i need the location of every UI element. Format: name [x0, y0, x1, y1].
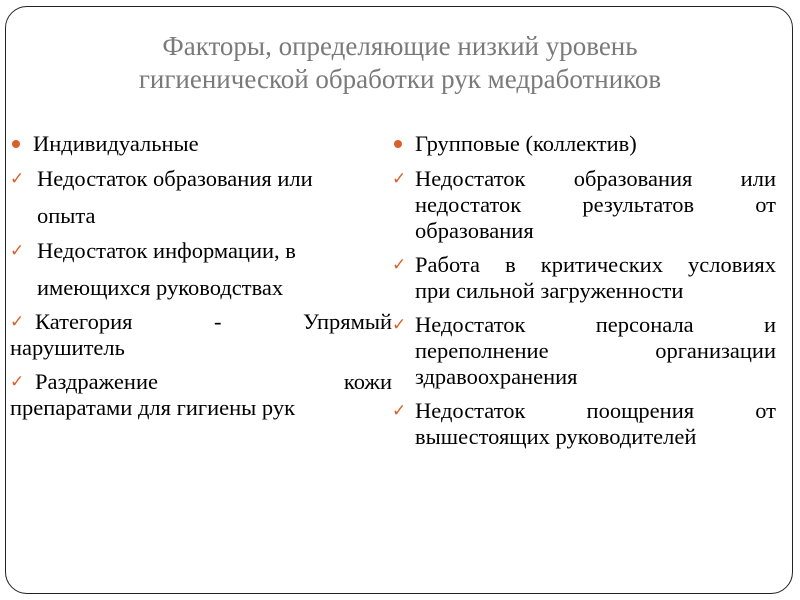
left-column [10, 131, 392, 421]
checkmark-icon: ✓ [10, 241, 25, 261]
right-item3-line1: Недостаток персонала и [415, 312, 776, 337]
checkmark-icon: ✓ [10, 169, 25, 189]
checkmark-icon: ✓ [10, 312, 25, 332]
left-item2-line1: Недостаток информации, в [37, 238, 296, 263]
checkmark-icon: ✓ [392, 315, 407, 335]
right-item4-line1: Недостаток поощрения от [415, 398, 776, 423]
list-item-continuation [10, 275, 392, 301]
checkmark-icon: ✓ [10, 372, 25, 392]
list-item [392, 312, 776, 390]
checkmark-icon: ✓ [392, 169, 407, 189]
list-item [10, 166, 392, 192]
left-item1-line2: опыта [37, 203, 96, 228]
title-line-2: гигиенической обработки рук медработников [138, 64, 662, 94]
list-item [10, 238, 392, 264]
right-item4-line2: вышестоящих руководителей [415, 424, 697, 449]
right-item1-line1: Недостаток образования или [415, 166, 776, 191]
right-heading-item [392, 131, 776, 157]
list-item [10, 369, 392, 421]
title-line-1: Факторы, определяющие низкий уровень [162, 31, 638, 61]
right-item3-line3: здравоохранения [415, 364, 578, 389]
list-item [392, 252, 776, 304]
left-heading: Индивидуальные [33, 131, 199, 156]
right-heading: Групповые (коллектив) [415, 131, 637, 156]
list-item [392, 166, 776, 244]
list-item [392, 398, 776, 450]
left-item4-line1: Раздражение кожи [35, 369, 392, 394]
checkmark-icon: ✓ [392, 255, 407, 275]
left-heading-item [10, 131, 392, 157]
list-item [10, 309, 392, 361]
left-item3-line2: нарушитель [10, 335, 125, 360]
right-item3-line2: переполнение организации [415, 338, 776, 363]
checkmark-icon: ✓ [392, 401, 407, 421]
right-item1-line3: образования [415, 218, 534, 243]
round-bullet-icon [12, 140, 20, 148]
page-title [0, 30, 800, 96]
list-item-continuation [10, 203, 392, 229]
right-column [392, 131, 776, 450]
left-item2-line2: имеющихся руководствах [37, 275, 284, 300]
right-item2-line2: при сильной загруженности [415, 278, 684, 303]
right-item2-line1: Работа в критических условиях [415, 252, 776, 277]
left-item1-line1: Недостаток образования или [37, 166, 313, 191]
left-item3-line1: Категория - Упрямый [35, 309, 392, 334]
left-item4-line2: препаратами для гигиены рук [10, 395, 296, 420]
round-bullet-icon [394, 140, 402, 148]
right-item1-line2: недостаток результатов от [415, 192, 776, 217]
